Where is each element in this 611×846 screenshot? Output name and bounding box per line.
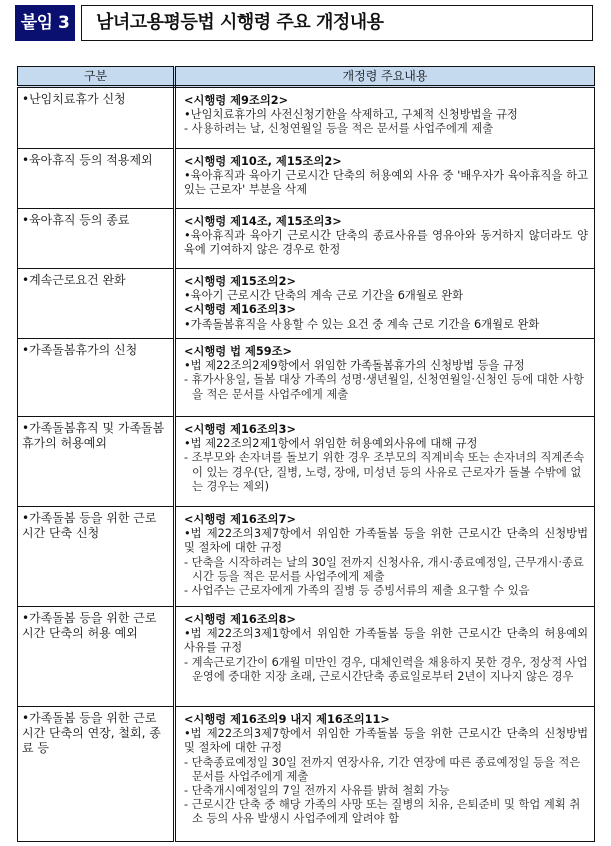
row-category: •가족돌봄 등을 위한 근로시간 단축의 연장, 철회, 종료 등 (18, 707, 175, 842)
statute-reference: <시행령 제14조, 제15조의3> (184, 215, 342, 228)
row-category: •육아휴직 등의 적용제외 (18, 149, 175, 209)
row-content (175, 707, 595, 842)
statute-reference: <시행령 제16조의3> (184, 303, 296, 317)
table-row (18, 607, 595, 707)
table-row (18, 507, 595, 607)
table-row (18, 87, 595, 149)
sub-item: - 조부모와 손자녀를 돌보기 위한 경우 조부모의 직계비속 또는 손자녀의 직계존속이 있는 경우(단, 질병, 노령, 장애, 미성년 등의 사유로 근로자가 돌볼 수밖에 없는 경우는 제외) (184, 451, 585, 493)
sub-item: - 휴가사용일, 돌봄 대상 가족의 성명·생년월일, 신청연월일·신청인 등에 대한 사항을 적은 문서를 사업주에게 제출 (184, 373, 584, 401)
bullet-item: •법 제22조의2제1항에서 위임한 허용예외사유에 대해 규정 (184, 437, 478, 451)
table-row (18, 707, 595, 842)
row-category: •가족돌봄 등을 위한 근로시간 단축의 허용 예외 (18, 607, 175, 707)
row-content (175, 87, 595, 149)
column-header-content: 개정령 주요내용 (175, 67, 595, 87)
sub-item: - 사용하려는 날, 신청연월일 등을 적은 문서를 사업주에게 제출 (184, 122, 494, 136)
title-box (81, 5, 593, 41)
table-row (18, 269, 595, 339)
statute-reference: <시행령 제9조의2> (184, 94, 289, 107)
row-category: •계속근로요건 완화 (18, 269, 175, 339)
row-category: •육아휴직 등의 종료 (18, 209, 175, 269)
sub-item: - 사업주는 근로자에게 가족의 질병 등 증빙서류의 제출 요구할 수 있음 (184, 584, 530, 598)
statute-reference: <시행령 제10조, 제15조의2> (184, 155, 342, 168)
statute-reference: <시행령 제16조의9 내지 제16조의11> (184, 713, 390, 726)
statute-reference: <시행령 제16조의3> (184, 423, 296, 436)
title-banner (15, 5, 593, 41)
sub-item: - 단축개시예정일의 7일 전까지 사유를 밝혀 철회 가능 (184, 784, 450, 798)
row-content (175, 149, 595, 209)
sub-item: - 계속근로기간이 6개월 미만인 경우, 대체인력을 채용하지 못한 경우, 정상적 사업운영에 중대한 지장 초래, 근로시간단축 종료일로부터 2년이 지나지 않은 경우 (184, 655, 588, 683)
sub-item: - 근로시간 단축 중 해당 가족의 사망 또는 질병의 치유, 은퇴준비 및 학업 계획 취소 등의 사유 발생시 사업주에게 알려야 함 (184, 798, 581, 826)
amendments-table (17, 66, 595, 842)
bullet-item: •육아휴직과 육아기 근로시간 단축의 종료사유를 영유아와 동거하지 않더라도 양육에 기여하지 않은 경우로 한정 (184, 229, 588, 257)
statute-reference: <시행령 제16조의8> (184, 613, 296, 626)
row-content (175, 209, 595, 269)
statute-reference: <시행령 법 제59조> (184, 345, 292, 358)
table-header-row (18, 67, 595, 87)
table-row (18, 209, 595, 269)
row-category: •가족돌봄 등을 위한 근로시간 단축 신청 (18, 507, 175, 607)
table-row (18, 149, 595, 209)
row-content (175, 417, 595, 507)
bullet-item: •난임치료휴가의 사전신청기한을 삭제하고, 구체적 신청방법을 규정 (184, 108, 518, 122)
bullet-item: •가족돌봄휴직을 사용할 수 있는 요건 중 계속 근로 기간을 6개월로 완화 (184, 317, 540, 331)
statute-reference: <시행령 제16조의7> (184, 513, 296, 526)
row-content (175, 507, 595, 607)
row-category: •난임치료휴가 신청 (18, 87, 175, 149)
row-content (175, 607, 595, 707)
bullet-item: •육아기 근로시간 단축의 계속 근로 기간을 6개월로 완화 (184, 289, 464, 303)
bullet-item: •법 제22조의3제7항에서 위임한 가족돌봄 등을 위한 근로시간 단축의 신청방법 및 절차에 대한 규정 (184, 727, 588, 755)
attachment-tag: 붙임 3 (15, 5, 75, 41)
sub-item: - 단축을 시작하려는 날의 30일 전까지 신청사유, 개시·종료예정일, 근무개시·종료시간 등을 적은 문서를 사업주에게 제출 (184, 555, 584, 583)
row-content (175, 339, 595, 417)
bullet-item: •육아휴직과 육아기 근로시간 단축의 허용예외 사유 중 '배우자가 육아휴직을 하고 있는 근로자' 부분을 삭제 (184, 169, 588, 197)
bullet-item: •법 제22조의3제1항에서 위임한 가족돌봄 등을 위한 근로시간 단축의 허용예외 사유를 규정 (184, 627, 588, 655)
statute-reference: <시행령 제15조의2> (184, 275, 296, 288)
sub-item: - 단축종료예정일 30일 전까지 연장사유, 기간 연장에 따른 종료예정일 등을 적은 문서를 사업주에게 제출 (184, 755, 581, 783)
table-row (18, 339, 595, 417)
page-title: 남녀고용평등법 시행령 주요 개정내용 (96, 12, 384, 33)
table-row (18, 417, 595, 507)
bullet-item: •법 제22조의2제9항에서 위임한 가족돌봄휴가의 신청방법 등을 규정 (184, 359, 525, 373)
row-category: •가족돌봄휴직 및 가족돌봄휴가의 허용예외 (18, 417, 175, 507)
row-category: •가족돌봄휴가의 신청 (18, 339, 175, 417)
row-content (175, 269, 595, 339)
column-header-category: 구분 (18, 67, 175, 87)
bullet-item: •법 제22조의3제7항에서 위임한 가족돌봄 등을 위한 근로시간 단축의 신청방법 및 절차에 대한 규정 (184, 527, 588, 555)
